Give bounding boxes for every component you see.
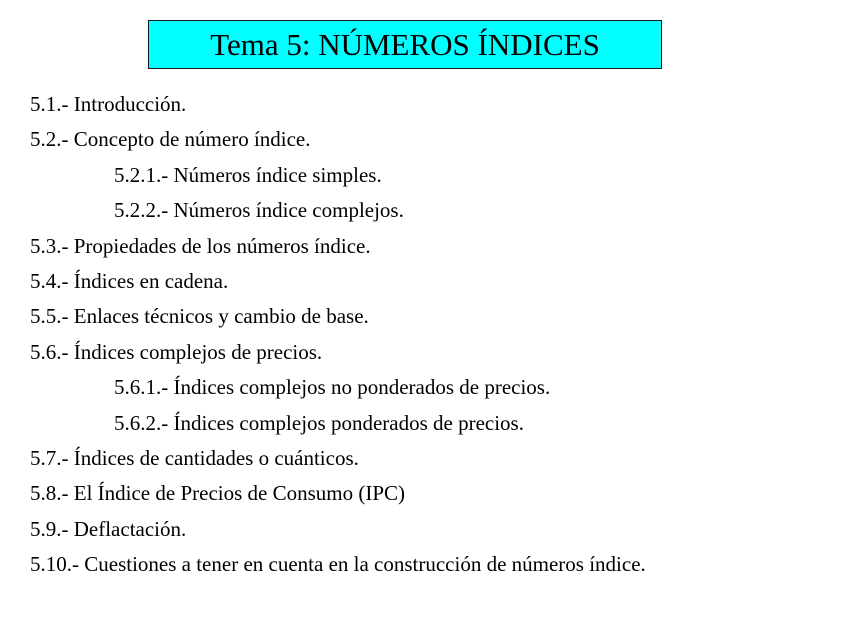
toc-subitem-5-6-2: 5.6.2.- Índices complejos ponderados de precios. [114,410,524,435]
toc-item-5-10: 5.10.- Cuestiones a tener en cuenta en la construcción de números índice. [30,552,646,577]
toc-subitem-5-2-1: 5.2.1.- Números índice simples. [114,162,382,187]
toc-item-5-2: 5.2.- Concepto de número índice. [30,127,311,152]
toc-item-5-6: 5.6.- Índices complejos de precios. [30,339,323,364]
toc-subitem-5-2-2: 5.2.2.- Números índice complejos. [114,198,404,223]
toc-subitem-5-6-1: 5.6.1.- Índices complejos no ponderados de precios. [114,375,551,400]
toc-item-5-9: 5.9.- Deflactación. [30,516,187,541]
toc-item-5-1: 5.1.- Introducción. [30,92,187,116]
toc-item-5-3: 5.3.- Propiedades de los números índice. [30,233,371,258]
toc-item-5-8: 5.8.- El Índice de Precios de Consumo (IPC) [30,481,406,506]
table-of-contents [30,88,830,583]
toc-item-5-7: 5.7.- Índices de cantidades o cuánticos. [30,445,359,470]
page-title: Tema 5: NÚMEROS ÍNDICES [210,27,600,62]
title-box [148,20,662,69]
toc-item-5-4: 5.4.- Índices en cadena. [30,268,229,293]
toc-item-5-5: 5.5.- Enlaces técnicos y cambio de base. [30,304,369,329]
